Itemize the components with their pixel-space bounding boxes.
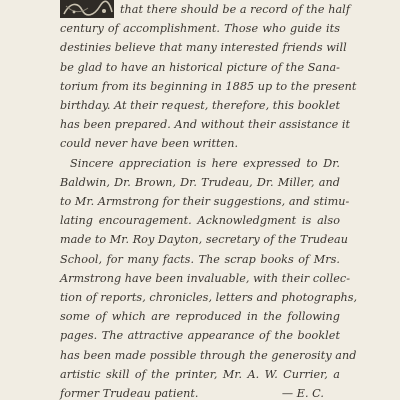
author-signature: — E. C.: [281, 387, 324, 400]
text-line: to Mr. Armstrong for their suggestions, and stimu-: [60, 195, 350, 209]
text-line: made to Mr. Roy Dayton, secretary of the Trudeau: [60, 233, 349, 247]
text-line: torium from its beginning in 1885 up to the present: [60, 79, 357, 93]
text-line: lating encouragement. Acknowledgment is also: [60, 214, 340, 228]
text-line: could never have been written.: [60, 137, 239, 151]
closing-line: [60, 384, 340, 400]
text-line: birthday. At their request, therefore, this booklet: [60, 99, 341, 113]
acknowledgment-text: [60, 0, 358, 400]
text-line: artistic skill of the printer, Mr. A. W. Currier, a: [60, 367, 340, 381]
paragraph-appreciation: [60, 154, 358, 400]
text-line: tion of reports, chronicles, letters and photographs,: [60, 291, 358, 305]
text-line: Armstrong have been invaluable, with their collec-: [60, 271, 351, 285]
text-line: Sincere appreciation is here expressed to Dr.: [70, 156, 340, 170]
text-line: has been prepared. And without their assistance it: [60, 118, 351, 132]
text-line: be glad to have an historical picture of the Sana-: [60, 60, 340, 74]
text-line: Baldwin, Dr. Brown, Dr. Trudeau, Dr. Miller, and: [60, 175, 340, 189]
text-line: century of accomplishment. Those who guide its: [60, 22, 340, 36]
paragraph-intro: [60, 0, 357, 154]
text-line: has been made possible through the generosity and: [60, 348, 357, 362]
text-line: that there should be a record of the half: [120, 3, 351, 16]
text-line: destinies believe that many interested friends will: [60, 41, 347, 55]
closing-text: former Trudeau patient.: [60, 387, 199, 400]
text-line: School, for many facts. The scrap books of Mrs.: [60, 252, 340, 266]
text-line: some of which are reproduced in the following: [60, 310, 340, 324]
text-line: pages. The attractive appearance of the booklet: [60, 329, 340, 343]
